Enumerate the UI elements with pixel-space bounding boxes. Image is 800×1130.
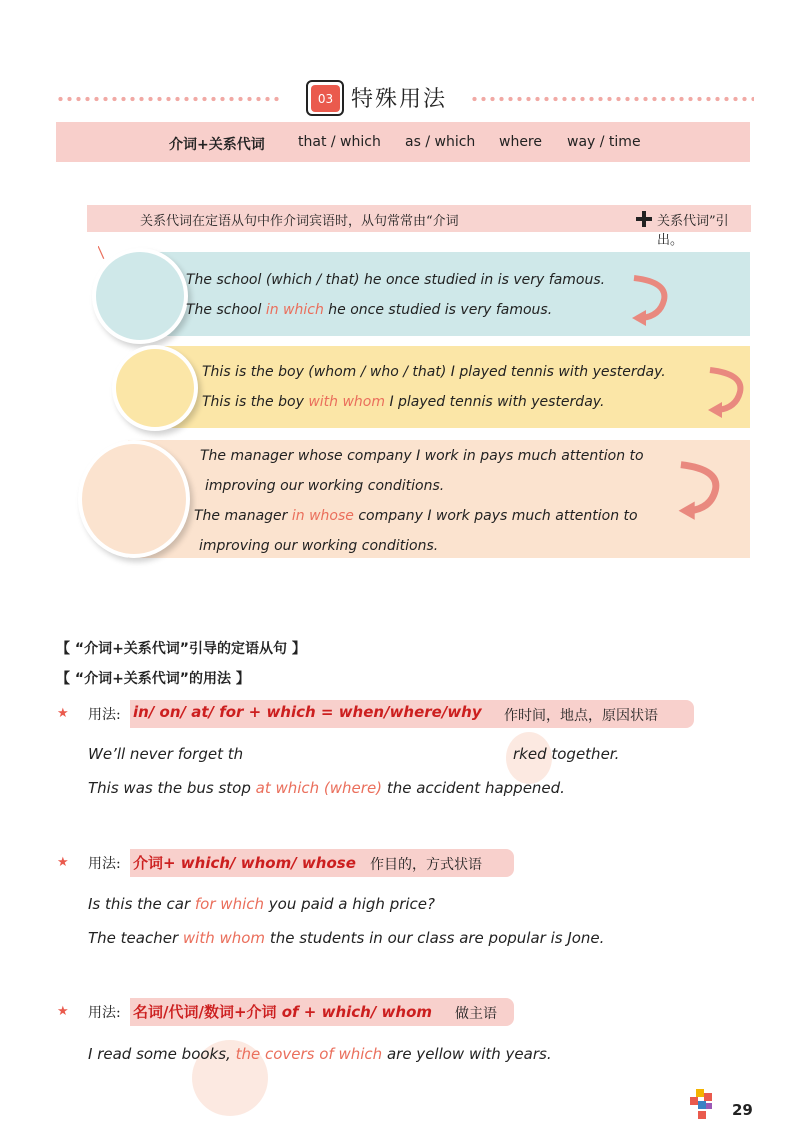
curved-arrow-icon: [628, 274, 668, 326]
usage-1-sentence-1-tail: rked together.: [513, 745, 620, 763]
topic-item: as / which: [405, 134, 476, 150]
example-3-original-a: The manager whose company I work in pays much attention to: [200, 448, 644, 464]
example-circle-1: [92, 248, 188, 344]
plus-icon: [636, 211, 652, 227]
section-number: 03: [311, 85, 340, 112]
rule-text-after: 关系代词”引出。: [657, 214, 729, 248]
example-2-rewritten: This is the boy with whom I played tennis with yesterday.: [202, 394, 605, 410]
usage-2-note: 作目的，方式状语: [370, 857, 482, 873]
star-icon: ★: [57, 706, 69, 721]
example-circle-2: [112, 345, 198, 431]
page-number: 29: [732, 1101, 753, 1119]
example-1-rewritten: The school in which he once studied is very famous.: [186, 302, 553, 318]
usage-1-formula: in/ on/ at/ for + which = when/where/why: [133, 703, 482, 721]
usage-label: 用法:: [88, 707, 121, 723]
rule-text-before: 关系代词在定语从句中作介词宾语时，从句常常由“介词: [140, 214, 459, 229]
example-3-original-b: improving our working conditions.: [205, 478, 445, 494]
usage-3-formula: 名词/代词/数词+介词 of + which/ whom: [133, 1003, 433, 1021]
usage-1-note: 作时间，地点，原因状语: [504, 708, 658, 724]
topics-bar: [56, 122, 750, 162]
dotted-divider-right: [470, 96, 754, 102]
section-title: 特殊用法: [351, 87, 448, 112]
usage-1-sentence-2: This was the bus stop at which (where) the accident happened.: [88, 779, 565, 797]
usage-3-note: 做主语: [455, 1006, 497, 1022]
section-number-badge: [306, 80, 344, 116]
example-circle-3: [78, 440, 190, 558]
heading-usage: 【 “介词+关系代词”的用法 】: [56, 671, 250, 687]
curved-arrow-icon: [704, 366, 744, 418]
curved-arrow-icon: [674, 458, 720, 522]
example-1-original: The school (which / that) he once studied in is very famous.: [186, 272, 606, 288]
usage-label: 用法:: [88, 1005, 121, 1021]
usage-label: 用法:: [88, 856, 121, 872]
usage-2-sentence-1: Is this the car for which you paid a high price?: [88, 895, 435, 913]
dotted-divider-left: [56, 96, 282, 102]
example-3-rewritten: The manager in whose company I work pays much attention to: [194, 508, 638, 524]
usage-3-sentence-1: I read some books, the covers of which are yellow with years.: [88, 1045, 552, 1063]
publisher-logo-icon: [690, 1089, 714, 1125]
star-icon: ★: [57, 855, 69, 870]
example-3-rewritten-b: improving our working conditions.: [199, 538, 439, 554]
example-band-2: [150, 346, 750, 428]
topic-item: 介词+关系代词: [169, 137, 265, 153]
star-icon: ★: [57, 1004, 69, 1019]
topic-item: that / which: [298, 134, 381, 150]
topic-item: way / time: [567, 134, 641, 150]
heading-clause: 【 “介词+关系代词”引导的定语从句 】: [56, 641, 306, 657]
usage-1-sentence-1: We’ll never forget th: [88, 745, 244, 763]
rule-banner: [87, 205, 751, 248]
usage-2-formula: 介词+ which/ whom/ whose: [133, 854, 356, 872]
topic-item: where: [499, 134, 542, 150]
usage-2-sentence-2: The teacher with whom the students in our class are popular is Jone.: [88, 929, 605, 947]
example-2-original: This is the boy (whom / who / that) I played tennis with yesterday.: [202, 364, 666, 380]
